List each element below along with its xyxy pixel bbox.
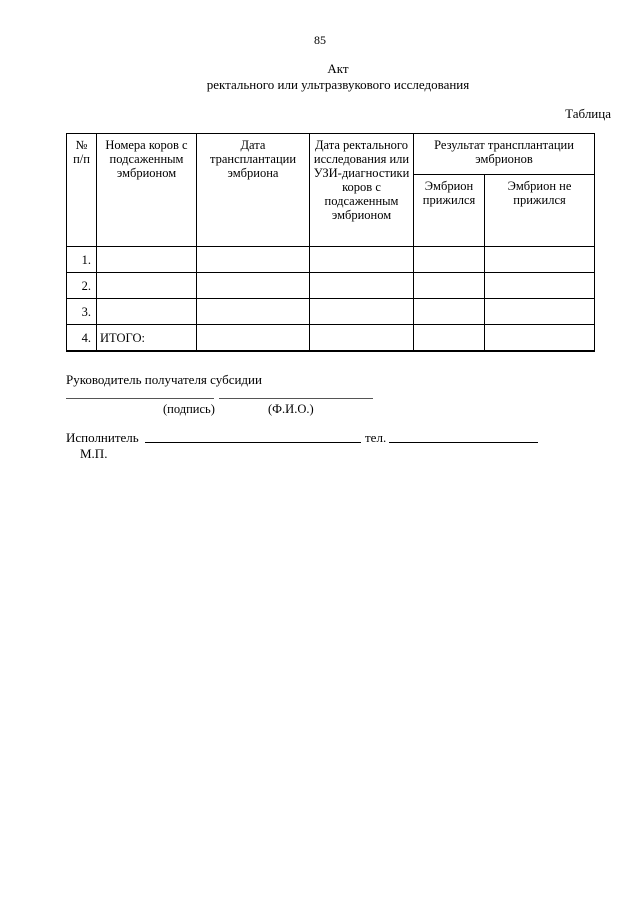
table-cell [310,325,414,352]
row-number: 1. [67,247,97,273]
table-row [67,273,595,299]
header-result: Результат трансплантации эмбрионов [414,134,595,175]
row-number: 3. [67,299,97,325]
row-label [97,299,197,325]
table-cell [310,247,414,273]
document-subtitle: ректального или ультразвукового исследования [206,77,470,92]
row-number: 4. [67,325,97,352]
table-row [67,247,595,273]
table-cell [197,247,310,273]
header-num: № п/п [67,134,97,247]
table-cell [485,325,595,352]
row-label [97,247,197,273]
header-exam-date: Дата ректального исследования или УЗИ-диагностики коров с подсаженным эмбрионом [310,134,414,247]
signature-line [66,398,214,399]
header-cow-numbers: Номера коров с подсаженным эмбрионом [97,134,197,247]
phone-line [389,442,538,443]
phone-label: тел. [365,430,387,445]
page-number: 85 [314,33,326,47]
table-cell [197,273,310,299]
table-cell [414,247,485,273]
table-cell [485,299,595,325]
signature-title: Руководитель получателя субсидии [66,372,262,387]
table-cell [414,299,485,325]
table-row [67,299,595,325]
table-cell [310,299,414,325]
row-label-total: ИТОГО: [97,325,197,352]
table-cell [414,273,485,299]
act-table [66,133,595,352]
table-cell [485,247,595,273]
document-title: Акт [327,61,349,76]
executor-line [145,442,361,443]
signature-caption: (подпись) [163,402,215,416]
header-took: Эмбрион прижился [414,175,485,247]
row-number: 2. [67,273,97,299]
header-not-took: Эмбрион не прижился [485,175,595,247]
table-label: Таблица [565,106,611,121]
header-transplant-date: Дата трансплантации эмбриона [197,134,310,247]
table-cell [197,299,310,325]
stamp-label: М.П. [80,446,108,461]
table-cell [197,325,310,352]
table-cell [485,273,595,299]
table-row-total [67,325,595,352]
table-cell [310,273,414,299]
name-caption: (Ф.И.О.) [268,402,314,416]
row-label [97,273,197,299]
table-cell [414,325,485,352]
name-line [219,398,373,399]
executor-label: Исполнитель [66,430,139,445]
